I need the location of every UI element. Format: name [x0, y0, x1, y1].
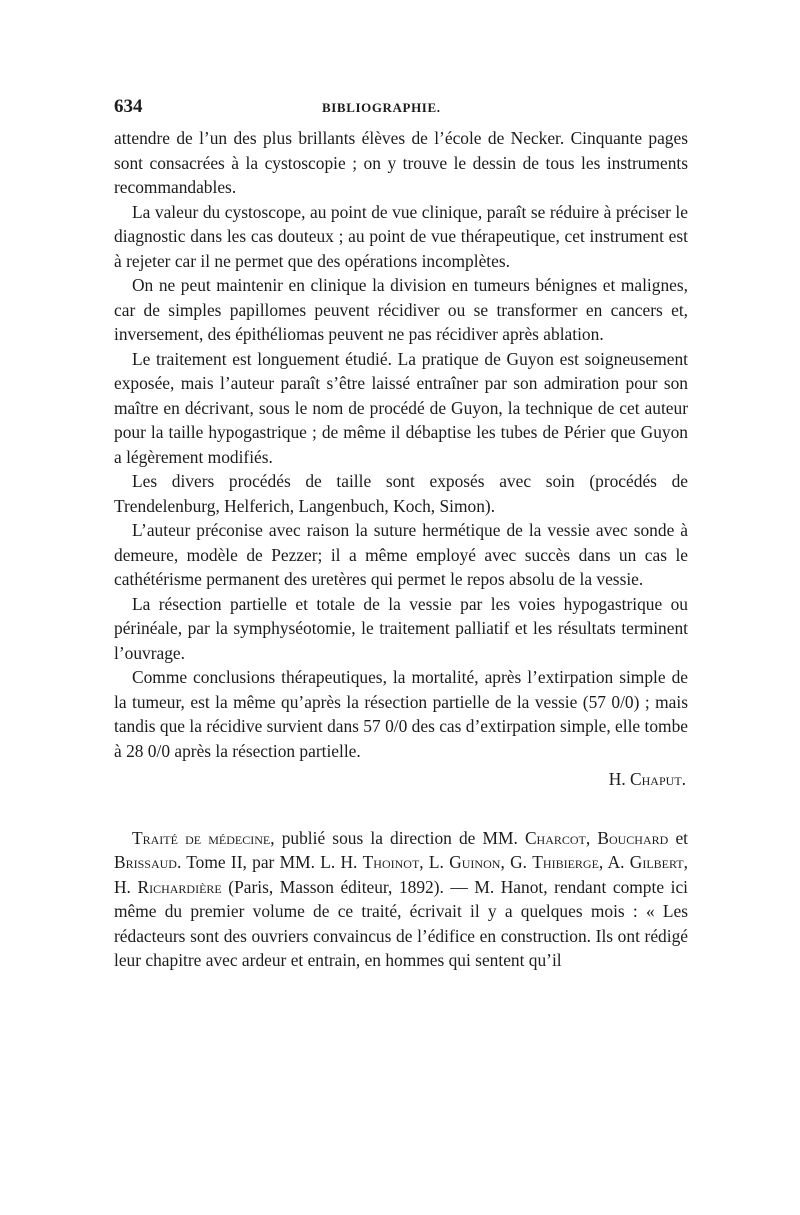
signature-initial: H.: [608, 769, 631, 789]
paragraph: La valeur du cystoscope, au point de vue clinique, paraît se réduire à préciser le diagnostic dans les cas douteux ; au point de vue thérapeutique, cet instrument est à rejeter car il ne permet que des opérations incomplètes.: [114, 201, 688, 271]
author-gilbert: Gilbert: [629, 852, 684, 872]
page-header: [114, 96, 688, 126]
author-brissaud: Brissaud: [114, 852, 177, 872]
paragraph-continuation: attendre de l’un des plus brillants élèves de l’école de Necker. Cinquante pages sont consacrées à la cystoscopie ; on y trouve le dessin de tous les instruments recommandables.: [114, 128, 688, 197]
next-review: [114, 826, 688, 973]
paragraph: La résection partielle et totale de la vessie par les voies hypogastrique ou périnéale, par la symphyséotomie, le traitement palliatif et les résultats terminent l’ouvrage.: [114, 593, 688, 663]
author-richardiere: Richardière: [137, 876, 222, 897]
paragraph: Le traitement est longuement étudié. La pratique de Guyon est soigneusement exposée, mais l’auteur paraît s’être laissé entraîner par son admiration pour son maître en décrivant, sous le nom de procédé de Guyon, la technique de cet auteur pour la taille hypogastrique ; de même il débaptise les tubes de Périer que Guyon a légèrement modifiés.: [114, 348, 688, 467]
author-charcot: Charcot: [524, 827, 586, 848]
paragraph: L’auteur préconise avec raison la suture hermétique de la vessie avec sonde à demeure, modèle de Pezzer; il a même employé avec succès dans un cas le cathétérisme permanent des uretères qui permet le repos absolu de la vessie.: [114, 520, 688, 589]
section-gap: [114, 792, 688, 826]
paragraph: Les divers procédés de taille sont exposés avec soin (procédés de Trendelenburg, Helferich, Langenbuch, Koch, Simon).: [114, 471, 688, 516]
book-page: [114, 96, 688, 973]
author-thoinot: Thoinot: [362, 852, 420, 872]
review-signature: [114, 767, 688, 792]
paragraph: On ne peut maintenir en clinique la division en tumeurs bénignes et malignes, car de simples papillomes peuvent récidiver ou se transformer en cancers et, inversement, des épithéliomas peuvent ne pas récidiver après ablation.: [114, 275, 688, 344]
paragraph: Comme conclusions thérapeutiques, la mortalité, après l’extirpation simple de la tumeur, est la même qu’après la résection partielle de la vessie (57 0/0) ; mais tandis que la récidive survient dans 57 0/0 des cas d’extirpation simple, elle tombe à 28 0/0 après la résection partielle.: [114, 667, 688, 761]
author-bouchard: Bouchard: [597, 827, 669, 848]
author-thibierge: Thibierge: [532, 852, 599, 872]
author-guinon: Guinon: [449, 852, 501, 872]
review-title: Traité de médecine: [132, 827, 271, 848]
signature-name: Chaput.: [630, 769, 686, 789]
review-body: [114, 126, 688, 763]
review-entry: Traité de médecine, publié sous la direction de MM. Charcot, Bouchard et Brissaud. Tome II, par MM. L. H. Thoinot, L. Guinon, G. Thibierge, A. Gilbert, H. Richardière (Paris, Masson éditeur, 1892). — M. Hanot, rendant compte ici même du premier volume de ce traité, écrivait il y a quelques mois : « Les rédacteurs sont des ouvriers convaincus de l’édifice en construction. Ils ont rédigé leur chapitre avec ardeur et entrain, en hommes qui sentent qu’il: [114, 827, 688, 970]
running-head: BIBLIOGRAPHIE.: [322, 100, 441, 115]
page-number: 634: [114, 96, 143, 117]
